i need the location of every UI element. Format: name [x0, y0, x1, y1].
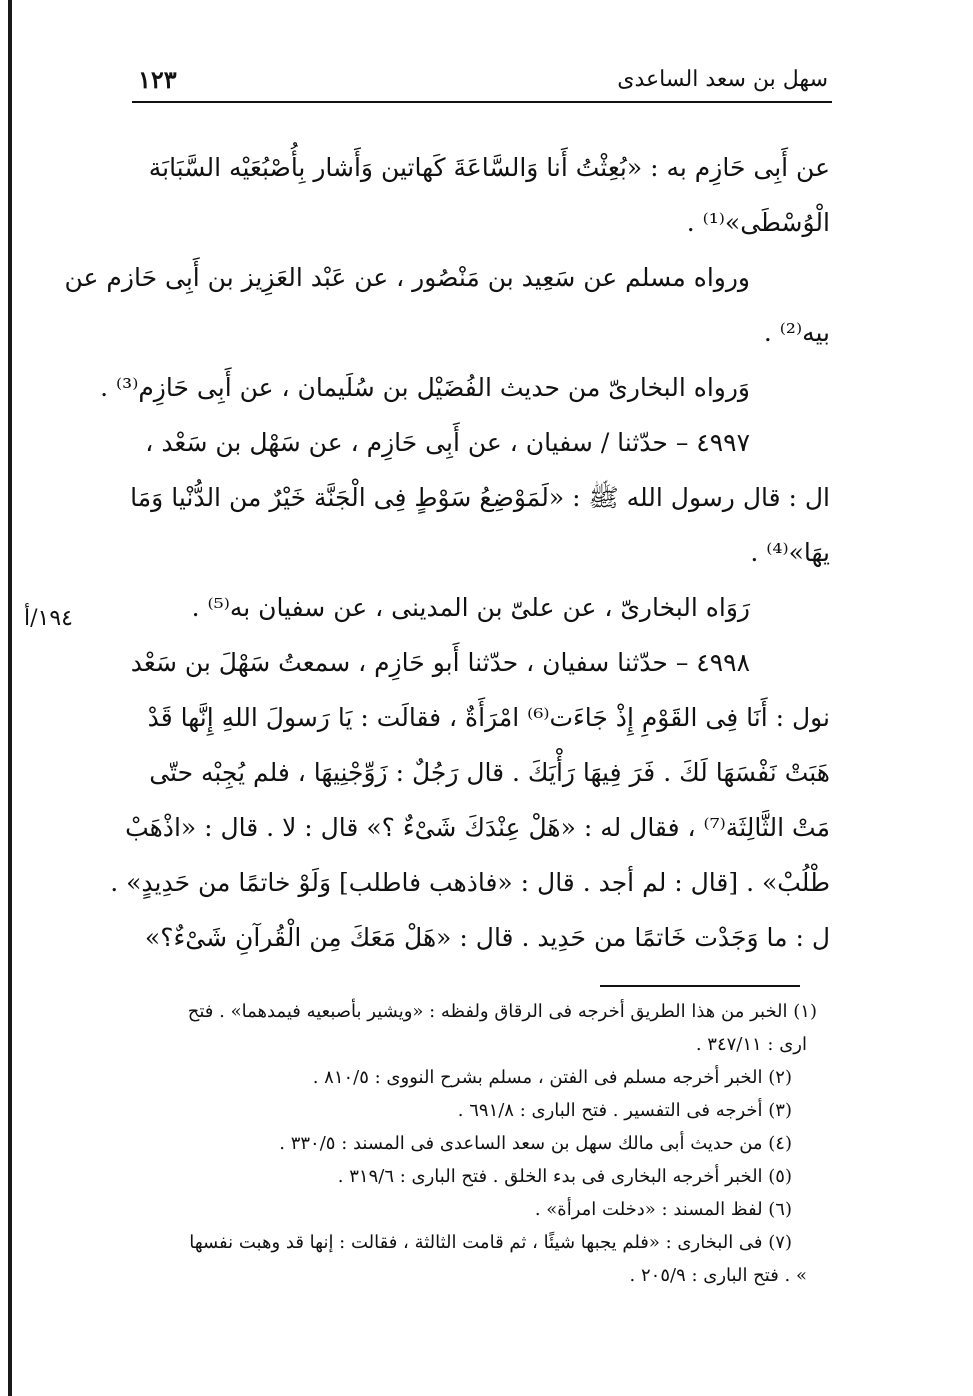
footnote: (٧) فى البخارى : «فلم يجبها شيئًا ، ثم قامت الثالثة ، فقالت : إنها قد وهبت نفسها — [189, 1232, 792, 1253]
hadith-4997-line: ٤٩٩٧ – حدّثنا / سفيان ، عن أَبِى حَازِم ، عن سَهْل بن سَعْد ، — [145, 428, 750, 457]
text-line: وَرواه البخارىّ من حديث الفُضَيْل بن سُلَيمان ، عن أَبِى حَازِم⁽³⁾ . — [100, 373, 750, 402]
text-line: نول : أَنَا فِى القَوْمِ إِذْ جَاءَت⁽⁶⁾ امْرَأَةٌ ، فقالَت : يَا رَسولَ اللهِ إِنَّها قَدْ — [147, 703, 830, 732]
footnote: (٦) لفظ المسند : «دخلت امرأة» . — [534, 1199, 792, 1220]
hadith-4998-line: ٤٩٩٨ – حدّثنا سفيان ، حدّثنا أَبو حَازِم ، سمعتُ سَهْلَ بن سَعْد — [130, 648, 750, 677]
page-number: ١٢٣ — [138, 64, 177, 94]
footnote: (٥) الخبر أخرجه البخارى فى بدء الخلق . فتح البارى : ٣١٩/٦ . — [337, 1166, 792, 1187]
footnote-continuation: » . فتح البارى : ٢٠٥/٩ . — [629, 1265, 807, 1286]
header-title: سهل بن سعد الساعدى — [617, 66, 828, 92]
text-line: طْلُبْ» . [قال : لم أجد . قال : «فاذهب فاطلب] وَلَوْ خاتمًا من حَدِيدٍ» . — [110, 868, 830, 897]
text-line: رَوَاه البخارىّ ، عن علىّ بن المدينى ، عن سفيان به⁽⁵⁾ . — [191, 593, 750, 622]
text-line: ورواه مسلم عن سَعِيد بن مَنْصُور ، عن عَبْد العَزِيز بن أَبِى حَازم عن — [64, 263, 750, 292]
footnote-rule — [600, 985, 800, 987]
text-line: ال : قال رسول الله ﷺ : «لَمَوْضِعُ سَوْطٍ فِى الْجَنَّة خَيْرٌ من الدُّنْيا وَمَا — [130, 483, 830, 512]
text-line: ل : ما وَجَدْت خَاتمًا من حَدِيد . قال : «هَلْ مَعَكَ مِن الْقُرآنِ شَىْءٌ؟» — [144, 923, 830, 952]
text-line: يهَا»⁽⁴⁾ . — [750, 538, 830, 567]
main-text — [64, 140, 830, 965]
running-header — [138, 58, 828, 100]
footnote: (٣) أخرجه فى التفسير . فتح البارى : ٦٩١/٨ . — [457, 1100, 792, 1121]
header-rule — [132, 101, 832, 103]
footnotes — [112, 995, 817, 1292]
text-line: مَتْ الثَّالِثَة⁽⁷⁾ ، فقال له : «هَلْ عِنْدَكَ شَىْءٌ ؟» قال : لا . قال : «اذْهَبْ — [125, 813, 830, 842]
footnote: (٤) من حديث أبى مالك سهل بن سعد الساعدى فى المسند : ٣٣٠/٥ . — [279, 1133, 792, 1154]
text-line: هَبَتْ نَفْسَهَا لَكَ . فَرَ فِيهَا رَأْيَكَ . قال رَجُلٌ : زَوِّجْنِيهَا ، فلم يُجِبْه حتّى — [149, 758, 830, 787]
page-edge-border — [8, 0, 12, 1396]
text-line: بيه⁽²⁾ . — [763, 318, 830, 347]
text-line: الْوُسْطَى»⁽¹⁾ . — [686, 208, 830, 237]
text-line: عن أَبِى حَازِم به : «بُعِثْتُ أَنا وَالسَّاعَةَ كَهاتين وَأَشار بِأُصْبُعَيْه السَّبَابَة — [148, 153, 830, 182]
footnote: (٢) الخبر أخرجه مسلم فى الفتن ، مسلم بشرح النووى : ٨١٠/٥ . — [312, 1067, 792, 1088]
footnote: (١) الخبر من هذا الطريق أخرجه فى الرقاق ولفظه : «ويشير بأصبعيه فيمدهما» . فتح — [187, 1001, 817, 1022]
manuscript-folio-ref: ١٩٤/أ — [24, 606, 73, 631]
footnote-continuation: ارى : ٣٤٧/١١ . — [695, 1034, 807, 1055]
